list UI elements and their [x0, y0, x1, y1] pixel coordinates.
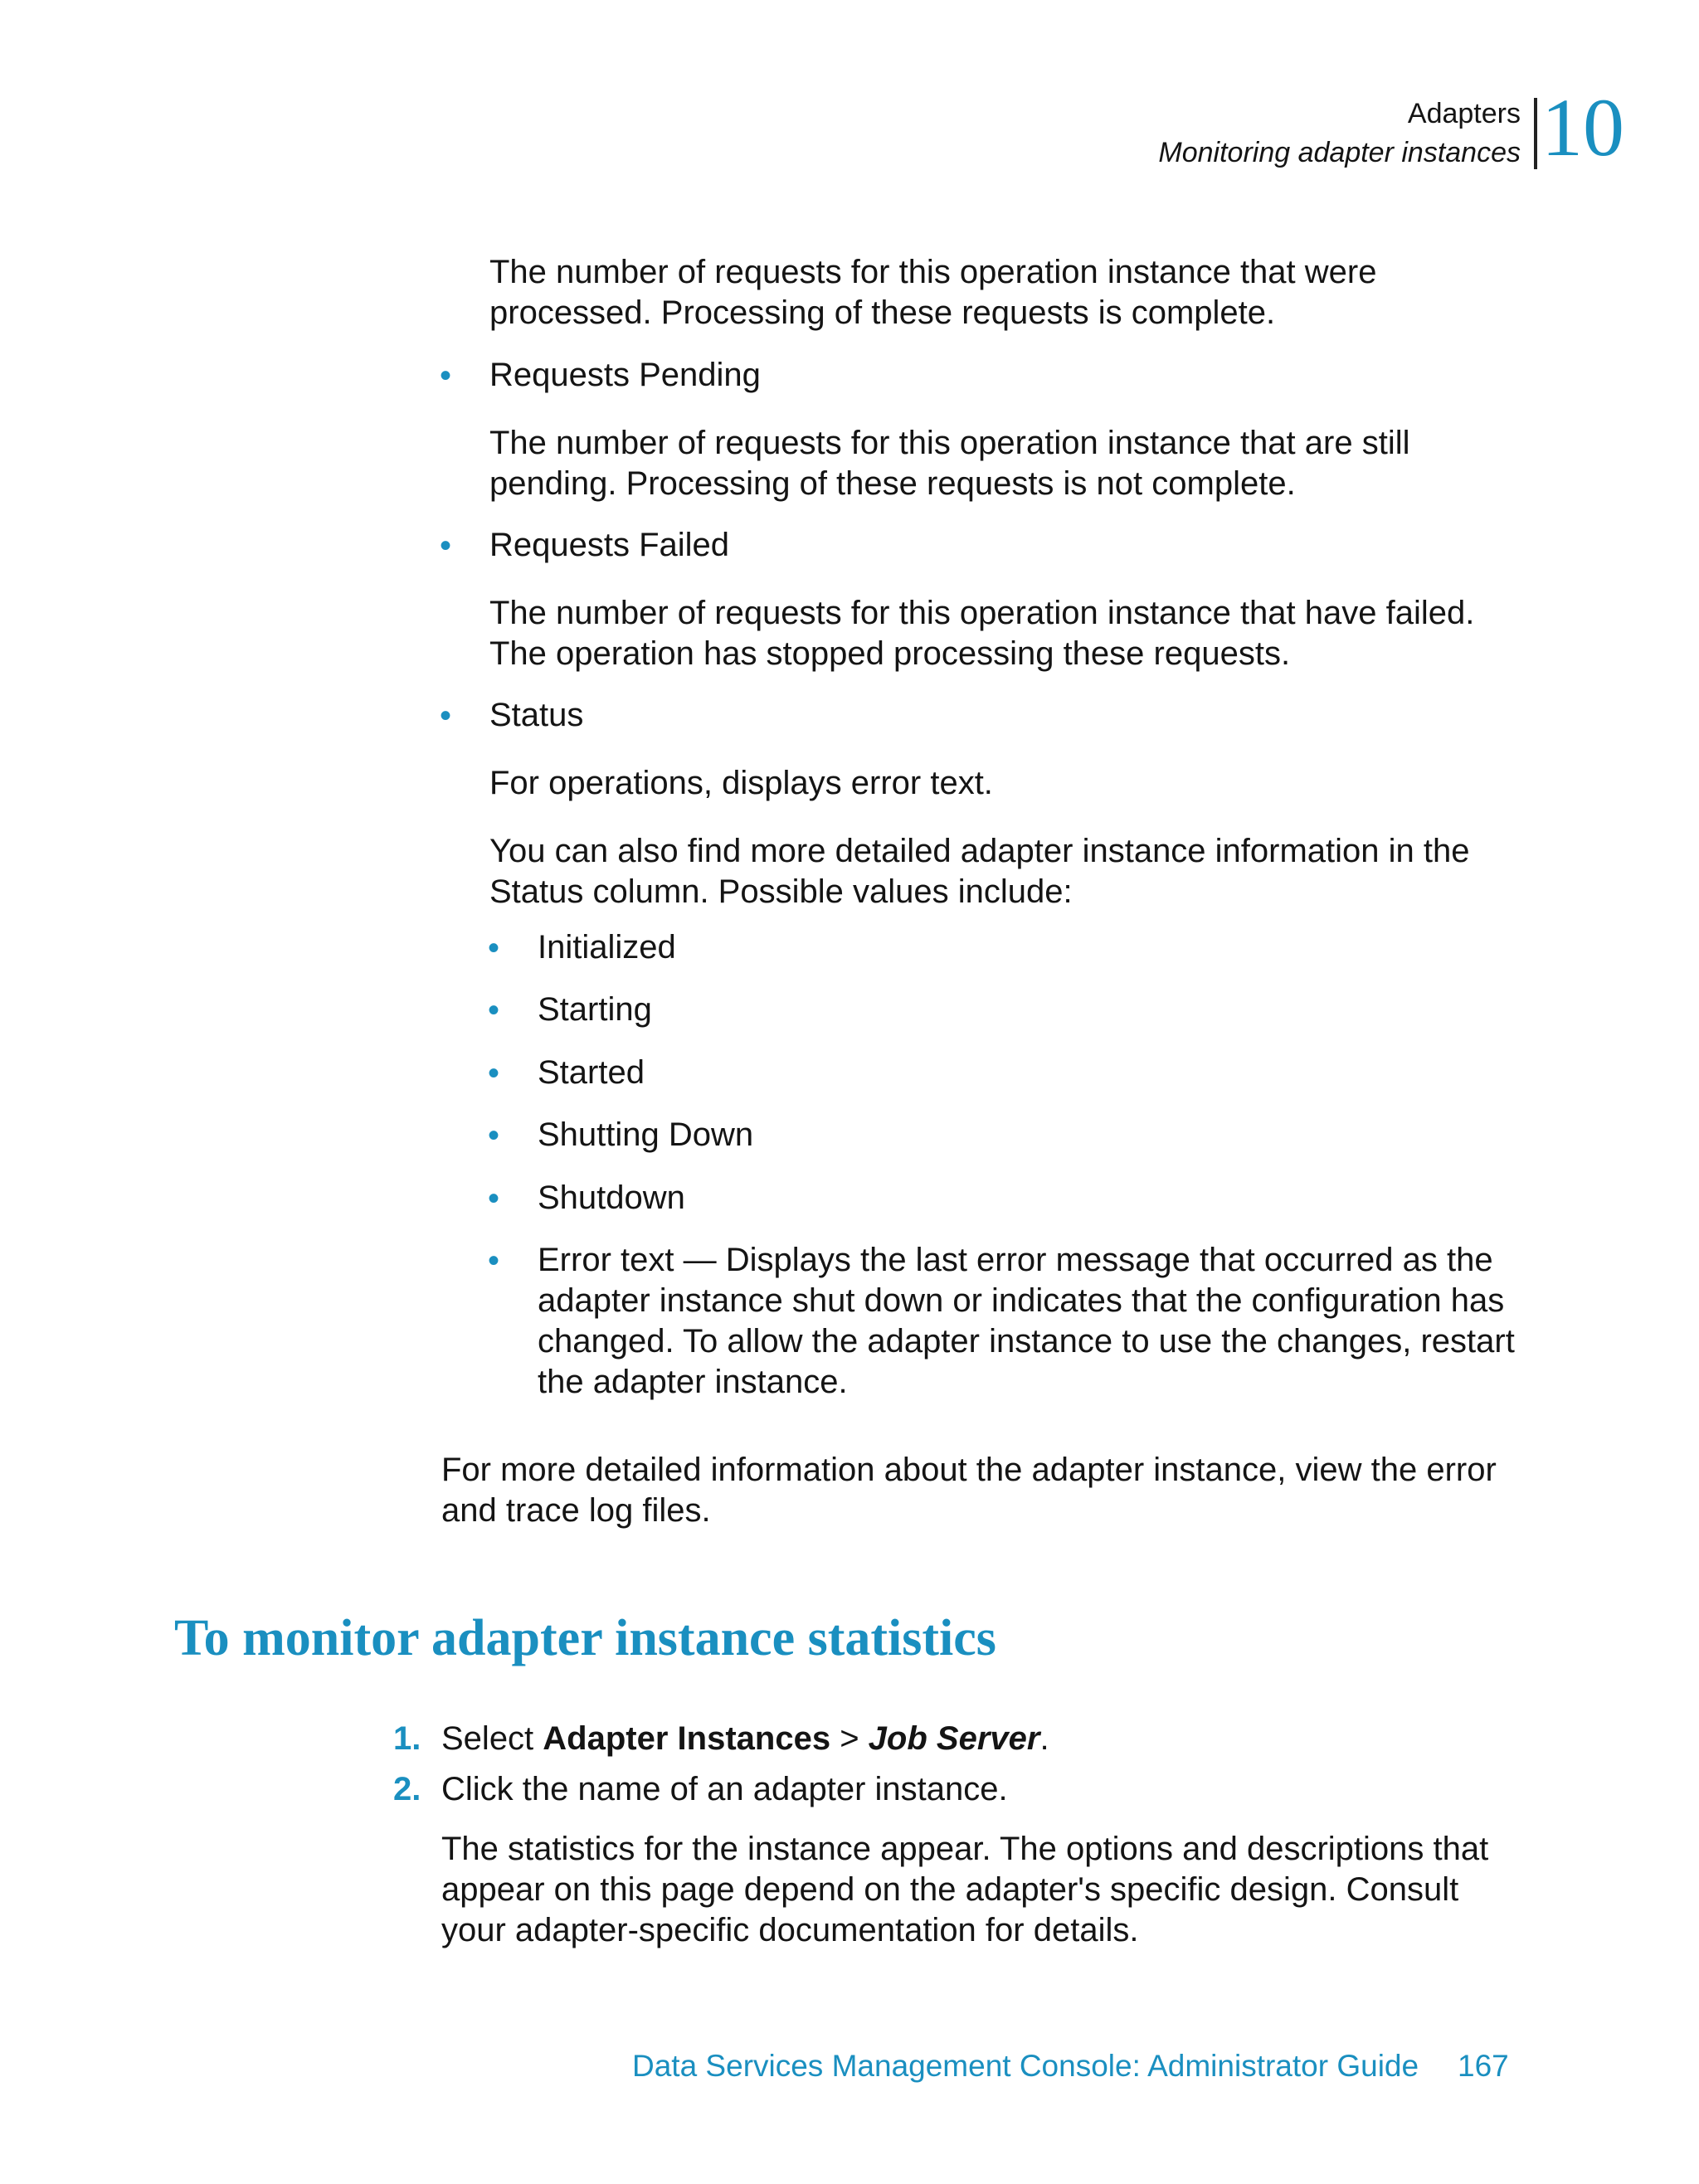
- step-text-bold-italic: Job Server: [868, 1720, 1040, 1757]
- requests-pending-description: [489, 423, 1409, 504]
- step-text-part: .: [1039, 1720, 1049, 1757]
- text-line: The statistics for the instance appear. The options and descriptions that: [441, 1831, 1489, 1867]
- status-value-error-text: [538, 1240, 1515, 1403]
- chapter-number: 10: [1541, 81, 1624, 173]
- step-result-paragraph: [441, 1829, 1488, 1951]
- text-line: The number of requests for this operation instance that were: [489, 254, 1377, 290]
- header-section-title: Adapters: [1407, 98, 1521, 129]
- bullet-icon: •: [440, 358, 452, 394]
- bullet-icon: •: [488, 930, 500, 966]
- step-2-text: Click the name of an adapter instance.: [441, 1771, 1008, 1807]
- bullet-icon: •: [488, 1180, 500, 1217]
- requests-processed-description: [489, 252, 1376, 333]
- bullet-icon: •: [440, 698, 452, 734]
- text-line: appear on this page depend on the adapter's specific design. Consult: [441, 1871, 1459, 1908]
- status-label: Status: [489, 697, 584, 733]
- text-line: Status column. Possible values include:: [489, 873, 1073, 910]
- text-line: and trace log files.: [441, 1492, 711, 1529]
- step-number: 1.: [393, 1720, 421, 1757]
- requests-pending-label: Requests Pending: [489, 357, 761, 393]
- bullet-icon: •: [488, 992, 500, 1029]
- text-line: adapter instance shut down or indicates that the configuration has: [538, 1282, 1505, 1319]
- bullet-icon: •: [440, 528, 452, 564]
- step-text-part: Select: [441, 1720, 543, 1757]
- more-info-paragraph: [441, 1450, 1497, 1531]
- text-line: changed. To allow the adapter instance to use the changes, restart: [538, 1323, 1515, 1360]
- text-line: the adapter instance.: [538, 1364, 848, 1400]
- text-line: your adapter-specific documentation for details.: [441, 1912, 1139, 1948]
- text-line: For more detailed information about the adapter instance, view the error: [441, 1452, 1497, 1488]
- text-line: The operation has stopped processing these requests.: [489, 635, 1291, 672]
- requests-failed-description: [489, 593, 1474, 674]
- requests-failed-label: Requests Failed: [489, 527, 730, 563]
- bullet-icon: •: [488, 1117, 500, 1154]
- step-text-bold: Adapter Instances: [543, 1720, 831, 1757]
- status-description: For operations, displays error text.: [489, 765, 993, 801]
- text-line: The number of requests for this operation instance that have failed.: [489, 595, 1475, 631]
- page-header: [0, 0, 1699, 216]
- text-line: You can also find more detailed adapter instance information in the: [489, 833, 1470, 869]
- footer-guide-title: Data Services Management Console: Administrator Guide: [632, 2049, 1419, 2083]
- step-1-text: [441, 1719, 1049, 1759]
- footer-page-number: 167: [1458, 2049, 1509, 2083]
- section-heading: To monitor adapter instance statistics: [174, 1610, 996, 1666]
- step-text-part: >: [830, 1720, 869, 1757]
- status-more-info: [489, 831, 1470, 912]
- text-line: The number of requests for this operation instance that are still: [489, 425, 1410, 461]
- status-value-item: Shutting Down: [538, 1116, 754, 1153]
- status-value-item: Started: [538, 1054, 645, 1091]
- text-line: processed. Processing of these requests is complete.: [489, 294, 1276, 331]
- bullet-icon: •: [488, 1243, 500, 1279]
- header-subsection-title: Monitoring adapter instances: [1158, 137, 1521, 168]
- status-value-item: Shutdown: [538, 1180, 685, 1216]
- text-line: Error text — Displays the last error message that occurred as the: [538, 1242, 1493, 1278]
- bullet-icon: •: [488, 1055, 500, 1092]
- status-value-item: Initialized: [538, 929, 676, 966]
- status-value-item: Starting: [538, 991, 652, 1028]
- text-line: pending. Processing of these requests is not complete.: [489, 465, 1296, 502]
- header-divider: [1534, 98, 1537, 169]
- step-number: 2.: [393, 1771, 421, 1807]
